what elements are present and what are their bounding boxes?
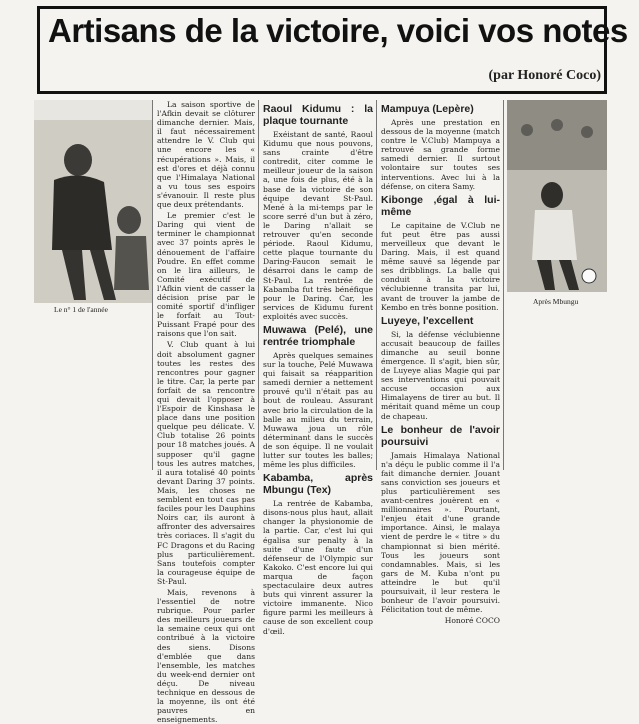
section-heading: Raoul Kidumu : la plaque tournante [263,103,373,127]
paragraph: La saison sportive de l'Afkin devait se clôturer dimanche dernier. Mais, il faut nécessairement attendre le V. Club qui une encore les « récupérations ». Mais, il est d'ores et déjà connu que l'Himalaya National a vu tous ses espoirs s'évanouir. Il reste plus que deux prétendants. [157,100,255,210]
column-divider [503,100,504,470]
column-divider [376,100,377,470]
section-heading: Mampuya (Lepère) [381,103,474,115]
paragraph: Après quelques semaines sur la touche, Pelé Muwawa qui faisait sa réapparition samedi dernier a nettement prouvé qu'il n'était pas au bout de rouleau. Assurant avec brio la circulation de la balle au milieu du terrain, Muwawa joua un rôle déterminant dans le succès de son équipe. Il ne voulait lutter sur toutes les balles; même les plus difficiles. [263,350,373,470]
article-column-1 [157,100,255,724]
player-photo-right [507,100,607,292]
paragraph: Si, la défense véclubienne accusait beaucoup de failles dimanche au seuil bonne émergence. Il s'agit, bien sûr, de Luyeye alias Magie qui par ses interventions qui pouvait accuse occasion aux Himalayens de tirer au but. Il méritait quand même un coup de chapeau. [381,329,500,421]
section-heading: Le bonheur de l'avoir poursuivi [381,423,500,448]
paragraph: Le capitaine de V.Club ne fut peut être pas aussi merveilleux que devant le Daring. Mais, il est quand même sauvé sa légende par ses dribblings. La balle qui conduit à la victoire véclubienne transita par lui, avant de trouver la jambe de Kembo en très bonne position. [381,220,500,312]
article-column-2 [263,100,373,636]
paragraph: La rentrée de Kabamba, disons-nous plus haut, allait changer la physionomie de la partie. Car, c'est lui qui égalisa sur penalty à la suite d'une faute d'un défenseur de l'Olympic sur Kakoko. C'est encore lui qui marqua de façon spectaculaire deux autres buts qui vinrent assurer la victoire immanente. Nico figure parmi les meilleurs à cause de son excellent coup d'œil. [263,499,373,636]
section-heading: Luyeye, l'excellent [381,314,474,327]
byline: (par Honoré Coco) [488,68,601,83]
player-photo-left [34,100,152,303]
headline: Artisans de la victoire, voici vos notes [48,12,628,49]
photo-right [507,100,607,292]
photo-right-caption: Après Mbungu [533,297,579,306]
section-heading: Muwawa (Pelé), une rentrée triomphale [263,323,373,348]
paragraph: Exéistant de santé, Raoul Kidumu que nous pouvons, sans crainte d'être contredit, citer comme le meilleur joueur de la saison a, une fois de plus, été à la base de la victoire de son équipe devant St-Paul. Mené à la mi-temps par le score serré d'un but à zéro, le Daring n'allait se retrouver qu'en seconde période. Raoul Kidumu, cette plaque tournante du Daring-Faucon semait le désarroi dans le camp de St-Paul. La rentrée de Kabamba fut très bénéfique pour le Daring. Car, les services de Kidumu furent exploités avec succès. [263,130,373,321]
photo-left-caption: Le n° 1 de l'année [54,305,108,314]
column-divider [152,100,153,470]
paragraph: Après une prestation en dessous de la moyenne (match contre le V.Club) Mampuya a retrouvé sa grande forme samedi dernier. Il surtout volontaire sur toutes ses interventions. Avec lui à la défense, on citera Samy. [381,118,500,191]
photo-left [34,100,152,303]
paragraph: V. Club quant à lui doit absolument gagner toutes les restes des rencontres pour gagner le titre. Car, la perte par forfait de sa rencontre qui devait l'opposer à l'Espoir de Kinshasa le place dans une position quelque peu délicate. V. Club totalise 26 points pour 18 matches joués. A supposer qu'il gagne tous les autres matches, il aura totalisé 40 points devant Daring 37 points. Mais, les choses ne semblent en tout cas pas faciles pour les Dauphins Noirs car, ils auront à affronter des adversaires très coriaces. Il s'agit du FC Dragons et du Racing plus particulièrement. Sans toutefois compter la courageuse équipe de St-Paul. [157,340,255,586]
paragraph: Mais, revenons à l'essentiel de notre rubrique. Pour parler des meilleurs joueurs de la semaine ceux qui ont contribué à la victoire des siens. Disons d'emblée que dans l'ensemble, les matches du week-end dernier ont déçu. De niveau technique en dessous de la moyenne, ils ont été pauvres en enseignements. [157,587,255,724]
signature: Honoré COCO [444,616,500,626]
column-divider [258,100,259,470]
section-heading: Kibonge ,égal à lui-même [381,193,500,218]
paragraph: Jamais Himalaya National n'a déçu le public comme il l'a fait dimanche dernier. Jouant sans conviction ses joueurs et plus particulièrement ses avant-centres jouèrent en « millionnaires ». Pourtant, l'enjeu était d'une grande importance. Ainsi, le malaya vient de perdre le « titre » du championnat si bien mérité. Tous les joueurs sont condamnables. Mais, si les gars de M. Kuba n'ont pu atteindre le but qu'il poursuivait, il leur restera le bonheur de l'avoir poursuivi. Félicitation tout de même. [381,450,500,615]
article-column-3 [381,100,500,626]
paragraph: Le premier c'est le Daring qui vient de terminer le championnat avec 37 points après le dénouement de l'affaire Poudre. En effet comme on le lira ailleurs, le Comité exécutif de l'Afkin vient de casser la décision prise par le comité sportif d'infliger le forfait au Tout-Puissant Frapé pour des raisons que l'on sait. [157,211,255,339]
section-heading: Kabamba, après Mbungu (Tex) [263,472,373,497]
